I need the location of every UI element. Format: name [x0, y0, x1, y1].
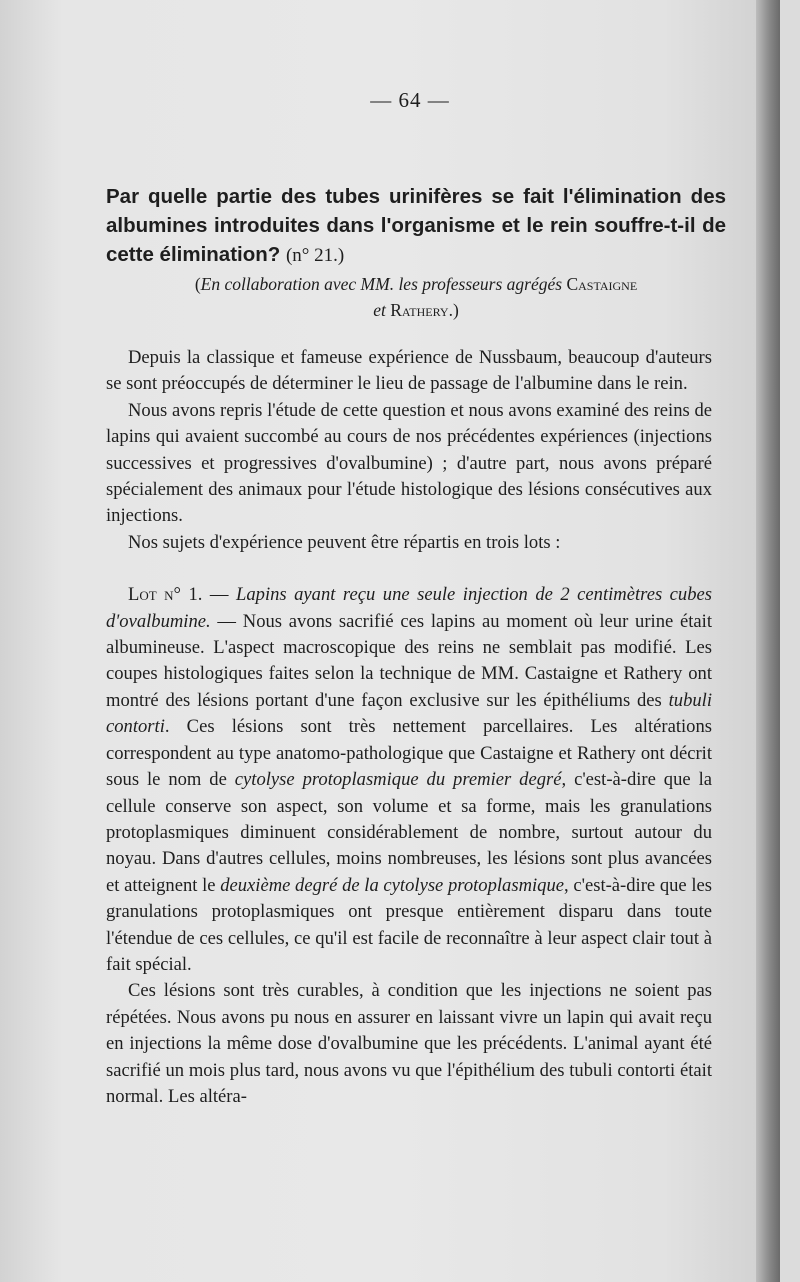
collab-name-rathery: Rathery: [390, 300, 449, 320]
paragraph-lot-1: [106, 582, 712, 978]
lot-1-term-tubuli: tubuli contorti: [106, 689, 712, 738]
collab-conj: et: [373, 300, 386, 320]
section-title: [106, 182, 726, 270]
lot-1-text-1: — Nous avons sacrifié ces lapins au moment où leur urine était albumineuse. L'aspect macroscopique des reins ne semblait pas modifié. Les coupes histologiques faites selon la technique de MM. Castaigne et Rathery ont montré des lésions portant d'une façon exclusive sur les épithéliums des: [106, 610, 712, 711]
section-reference: (n° 21.): [285, 245, 345, 266]
lot-1-term-premier-degre: cytolyse protoplasmique du premier degré: [234, 769, 562, 791]
paragraph-5: Ces lésions sont très curables, à condition que les injections ne soient pas répétées. Nous avons pu nous en assurer en laissant vivre un lapin qui avait reçu en injections la même dose d'ovalbumine que les précédents. L'animal ayant été sacrifié un mois plus tard, nous avons vu que l'épithélium des tubuli contorti était normal. Les altéra-: [106, 980, 712, 1107]
lot-1-label: Lot n° 1.: [128, 584, 203, 606]
paragraph-3: Nos sujets d'expérience peuvent être répartis en trois lots :: [128, 531, 561, 553]
page-number: — 64 —: [370, 88, 450, 112]
section-title-text: Par quelle partie des tubes urinifères se fait l'élimination des albumines introduites dans l'organisme et le rein souffre-t-il de cette élimination?: [106, 185, 726, 266]
lot-1-heading: Lapins ayant reçu une seule injection de 2 centimètres cubes d'ovalbumine.: [106, 584, 713, 632]
collab-name-castaigne: Castaigne: [566, 274, 638, 294]
lot-1-term-deuxieme-degre: deuxième degré de la cytolyse protoplasmique: [220, 874, 565, 896]
body-text: [106, 345, 712, 1110]
paragraph-2: Nous avons repris l'étude de cette question et nous avons examiné des reins de lapins qui avaient succombé au cours de nos précédentes expériences (injections successives et progressives d'ovalbumine) ; d'autre part, nous avons préparé spécialement des animaux pour l'étude histologique des lésions consécutives aux injections.: [106, 399, 712, 527]
collab-intro: En collaboration avec MM. les professeurs agrégés: [200, 274, 563, 294]
paragraph-1: Depuis la classique et fameuse expérience de Nussbaum, beaucoup d'auteurs se sont préoccupés de déterminer le lieu de passage de l'albumine dans le rein.: [106, 347, 712, 395]
lot-1-text-3: , c'est-à-dire que la cellule conserve son aspect, son volume et sa forme, mais les granulations protoplasmiques diminuent considérablement de nombre, surtout autour du noyau. Dans d'autres cellules, moins nombreuses, les lésions sont plus avancées et atteignent le: [106, 769, 712, 896]
collab-close: .): [448, 300, 459, 320]
lot-1-text-2: . Ces lésions sont très nettement parcellaires. Les altérations correspondent au type anatomo-pathologique que Castaigne et Rathery ont décrit sous le nom de: [106, 716, 712, 791]
collaboration-note: [106, 271, 726, 323]
lot-1-dash: —: [202, 584, 237, 606]
collab-open: (: [194, 274, 201, 294]
lot-1-text-4: , c'est-à-dire que les granulations protoplasmiques ont presque entièrement disparu dans toute l'étendue de ces cellules, ce qu'il est facile de reconnaître à leur aspect clair tout à fait spécial.: [106, 874, 713, 975]
page-edge-shadow: [756, 0, 780, 1282]
